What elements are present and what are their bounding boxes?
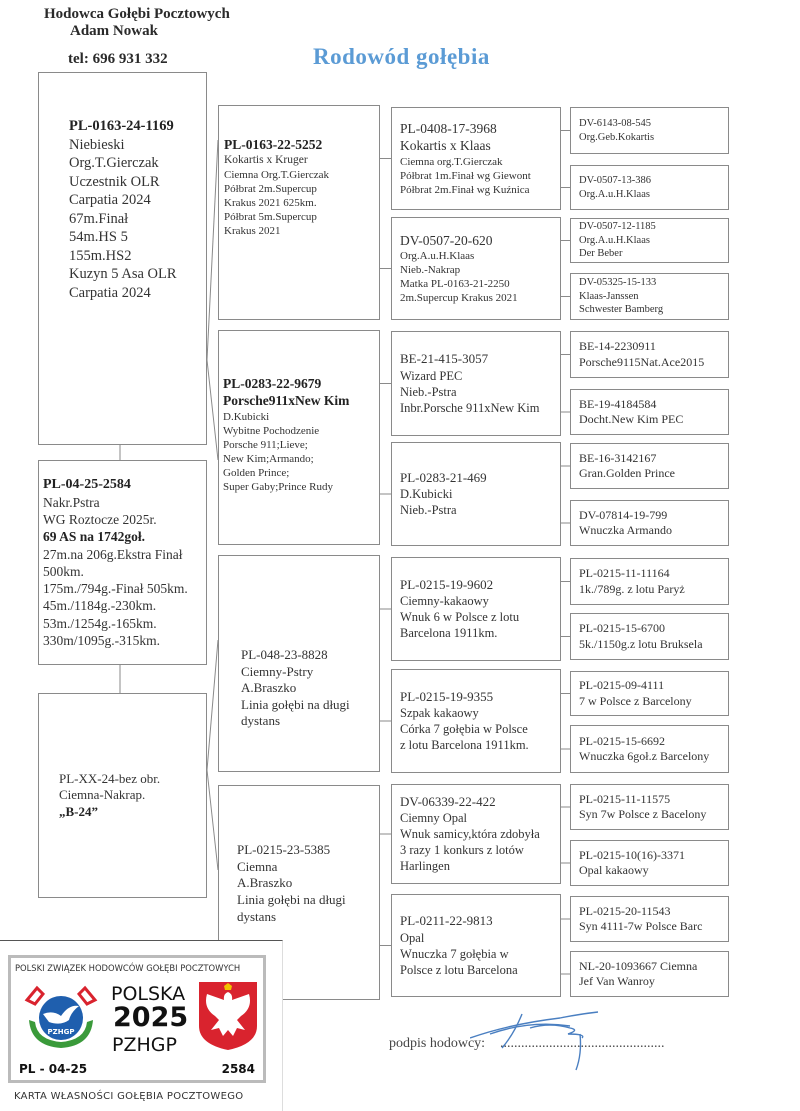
gen2-box	[218, 555, 380, 772]
pedigree-note: Org.A.u.H.Klaas	[579, 234, 650, 246]
breeder-name: Adam Nowak	[70, 23, 158, 39]
ring-number: BE-21-415-3057	[400, 351, 489, 367]
pedigree-note: Wnuczka 6goł.z Barcelony	[579, 749, 710, 763]
breeder-heading: Hodowca Gołębi Pocztowych	[44, 6, 230, 22]
pedigree-note: Syn 7w Polsce z Bacelony	[579, 807, 707, 821]
pedigree-note: Szpak kakaowy	[400, 706, 479, 721]
gen3-box	[391, 894, 561, 997]
pedigree-note: Uczestnik OLR	[69, 173, 160, 190]
gen3-box	[391, 442, 561, 546]
card-ring-prefix: PL - 04-25	[19, 1062, 88, 1076]
ring-number: DV-6143-08-545	[579, 118, 651, 130]
ring-number: PL-0163-24-1169	[69, 118, 174, 134]
ring-number: DV-05325-15-133	[579, 277, 657, 289]
pedigree-note: Ciemny Opal	[400, 811, 468, 826]
ring-number: BE-14-2230911	[579, 339, 656, 354]
pedigree-note: Porsche 911;Lieve;	[223, 438, 308, 451]
document-title: Rodowód gołębia	[313, 44, 490, 69]
pedigree-note: Matka PL-0163-21-2250	[400, 278, 510, 291]
pedigree-note: D.Kubicki	[400, 487, 453, 502]
card-frame	[8, 955, 266, 1083]
pedigree-note: Wnuczka 7 gołębia w	[400, 946, 509, 961]
ring-number: PL-0215-09-4111	[579, 678, 665, 693]
pedigree-note: Półbrat 2m.Supercup	[224, 183, 317, 196]
pedigree-note: Ciemny-kakaowy	[400, 594, 489, 609]
gen4-box	[570, 784, 729, 830]
pedigree-note: 2m.Supercup Krakus 2021	[400, 292, 518, 305]
gen3-box	[391, 331, 561, 436]
pedigree-note: 1k./789g. z lotu Paryż	[579, 581, 685, 596]
ring-number: PL-0215-10(16)-3371	[579, 847, 685, 862]
pedigree-note: 53m./1254g.-165km.	[43, 615, 157, 631]
gen2-box	[218, 105, 380, 320]
pedigree-note: Syn 4111-7w Polsce Barc	[579, 919, 703, 933]
gen4-box	[570, 443, 729, 489]
card-year: 2025	[113, 1002, 189, 1033]
ring-number: PL-0283-22-9679	[223, 376, 322, 391]
pedigree-note: 45m./1184g.-230km.	[43, 598, 157, 614]
ring-number: PL-0283-21-469	[400, 469, 487, 485]
pedigree-note: Inbr.Porsche 911xNew Kim	[400, 400, 540, 415]
pedigree-note: 27m.na 206g.Ekstra Finał	[43, 546, 183, 562]
gen4-box	[570, 558, 729, 605]
pedigree-note: 330m/1095g.-315km.	[43, 632, 160, 648]
ring-number: PL-0215-19-9602	[400, 576, 494, 592]
connector-line	[207, 640, 218, 770]
pedigree-note: D.Kubicki	[223, 410, 270, 423]
gen4-box	[570, 273, 729, 320]
connector-line	[207, 360, 218, 460]
pedigree-note: Porsche9115Nat.Ace2015	[579, 354, 705, 369]
pedigree-note: 7 w Polsce z Barcelony	[579, 693, 692, 708]
pedigree-note: 3 razy 1 konkurs z lotów	[400, 843, 524, 858]
pzhgp-logo-text: PZHGP	[47, 1028, 75, 1036]
ring-number: PL-0215-19-9355	[400, 688, 494, 704]
ring-number: DV-07814-19-799	[579, 507, 668, 522]
pedigree-note: Wizard PEC	[400, 368, 463, 383]
pedigree-note: Org.A.u.H.Klaas	[579, 188, 650, 200]
pedigree-note: Krakus 2021 625km.	[224, 197, 317, 210]
pedigree-note: „B-24”	[59, 803, 98, 819]
gen3-box	[391, 784, 561, 884]
pedigree-note: 67m.Finał	[69, 210, 129, 227]
pedigree-note: Ciemna org.T.Gierczak	[400, 155, 503, 168]
card-country: POLSKA	[111, 983, 186, 1005]
ring-number: DV-06339-22-422	[400, 793, 496, 809]
pedigree-note: 5k./1150g.z lotu Bruksela	[579, 636, 703, 651]
gen4-box	[570, 671, 729, 716]
gen4-box	[570, 840, 729, 886]
gen4-box	[570, 107, 729, 154]
pedigree-note: Wnuczka Armando	[579, 523, 672, 537]
card-ring-number: 2584	[221, 1062, 255, 1076]
pedigree-note: Nakr.Pstra	[43, 494, 100, 510]
gen4-box	[570, 500, 729, 546]
sire-box	[38, 72, 207, 445]
card-pzhgp: PZHGP	[112, 1034, 177, 1056]
pedigree-note: Ciemna-Nakrap.	[59, 787, 146, 803]
polish-eagle-emblem-icon	[197, 980, 259, 1052]
pedigree-note: Org.A.u.H.Klaas	[400, 249, 475, 262]
ownership-card	[0, 940, 283, 1111]
ring-number: PL-0211-22-9813	[400, 913, 493, 929]
ring-number: BE-19-4184584	[579, 396, 657, 411]
pedigree-note: Linia gołębi na długi	[241, 696, 350, 712]
ring-number: DV-0507-12-1185	[579, 221, 656, 233]
gen3-box	[391, 107, 561, 210]
pedigree-note: Niebieski	[69, 136, 125, 153]
pedigree-note: Org.Geb.Kokartis	[579, 131, 655, 143]
pedigree-note: Półbrat 2m.Finał wg Kuźnica	[400, 183, 530, 196]
pedigree-note: Kokartis x Klaas	[400, 138, 491, 154]
pedigree-note: Der Beber	[579, 248, 623, 260]
gen3-box	[391, 669, 561, 773]
pedigree-note: Ciemny-Pstry	[241, 663, 314, 679]
pedigree-note: Półbrat 1m.Finał wg Giewont	[400, 169, 531, 182]
pedigree-note: z lotu Barcelona 1911km.	[400, 738, 529, 753]
ring-number: DV-0507-20-620	[400, 232, 493, 248]
pedigree-note: Krakus 2021	[224, 225, 281, 238]
pedigree-note: Golden Prince;	[223, 466, 290, 479]
pedigree-note: Schwester Bamberg	[579, 304, 664, 316]
subject-box	[38, 460, 207, 665]
pedigree-note: 155m.HS2	[69, 247, 132, 264]
pedigree-note: dystans	[241, 713, 280, 729]
pedigree-note: 175m./794g.-Finał 505km.	[43, 581, 188, 597]
ring-number: PL-0215-11-11575	[579, 791, 671, 806]
pedigree-note: 500km.	[43, 563, 84, 579]
gen2-box	[218, 330, 380, 545]
pedigree-note: Klaas-Janssen	[579, 290, 639, 302]
pedigree-note: Wnuk 6 w Polsce z lotu	[400, 610, 520, 625]
pedigree-note: Opal	[400, 930, 425, 945]
pedigree-note: Barcelona 1911km.	[400, 626, 498, 641]
ring-number: BE-16-3142167	[579, 450, 657, 465]
pedigree-note: Docht.New Kim PEC	[579, 412, 684, 426]
ring-number: PL-0215-15-6700	[579, 621, 665, 636]
pedigree-note: Kuzyn 5 Asa OLR	[69, 266, 177, 283]
ring-number: DV-0507-13-386	[579, 175, 651, 187]
handwritten-signature	[470, 1004, 620, 1074]
ring-number: PL-0408-17-3968	[400, 121, 497, 137]
connector-line	[207, 770, 218, 870]
pedigree-note: 69 AS na 1742goł.	[43, 529, 146, 545]
pedigree-note: Ciemna	[237, 858, 278, 874]
breeder-phone: tel: 696 931 332	[68, 51, 168, 67]
signature-label: podpis hodowcy:	[389, 1036, 486, 1051]
gen3-box	[391, 217, 561, 320]
pedigree-note: Półbrat 5m.Supercup	[224, 211, 317, 224]
pedigree-note: Carpatia 2024	[69, 192, 151, 209]
gen4-box	[570, 896, 729, 942]
pedigree-note: Nieb.-Pstra	[400, 384, 457, 399]
pedigree-note: Polsce z lotu Barcelona	[400, 962, 518, 977]
gen4-box	[570, 951, 729, 997]
pedigree-note: Gran.Golden Prince	[579, 466, 675, 480]
ring-number: PL-0215-23-5385	[237, 842, 331, 857]
gen4-box	[570, 165, 729, 210]
ring-number: NL-20-1093667 Ciemna	[579, 958, 698, 973]
pedigree-note: Jef Van Wanroy	[579, 974, 655, 988]
pedigree-note: Opal kakaowy	[579, 863, 649, 877]
gen3-box	[391, 557, 561, 661]
pedigree-note: Org.T.Gierczak	[69, 155, 159, 172]
pedigree-note: New Kim;Armando;	[223, 452, 314, 465]
gen4-box	[570, 613, 729, 660]
gen4-box	[570, 218, 729, 263]
ring-number: PL-0215-11-11164	[579, 566, 670, 581]
ring-number: PL-0163-22-5252	[224, 137, 323, 152]
pedigree-note: Nieb.-Nakrap	[400, 264, 461, 277]
pedigree-note: A.Braszko	[241, 680, 297, 696]
ring-number: PL-0215-20-11543	[579, 903, 671, 918]
gen4-box	[570, 389, 729, 435]
pedigree-note: WG Roztocze 2025r.	[43, 512, 157, 528]
ring-number: PL-0215-15-6692	[579, 733, 665, 748]
pedigree-note: Carpatia 2024	[69, 284, 151, 301]
pedigree-note: Linia gołębi na długi	[237, 891, 346, 907]
pedigree-note: Nieb.-Pstra	[400, 503, 457, 518]
pedigree-note: Kokartis x Kruger	[224, 154, 308, 167]
signature-line: ...............................................	[500, 1036, 665, 1051]
pedigree-note: Córka 7 gołębia w Polsce	[400, 722, 528, 737]
card-footer: KARTA WŁASNOŚCI GOŁĘBIA POCZTOWEGO	[14, 1091, 244, 1102]
pedigree-note: Super Gaby;Prince Rudy	[223, 480, 333, 493]
ring-number: PL-04-25-2584	[43, 476, 131, 492]
ring-number: PL-048-23-8828	[241, 646, 328, 662]
pedigree-note: Wnuk samicy,która zdobyła	[400, 827, 540, 842]
dam-box	[38, 693, 207, 898]
pedigree-note: Porsche911xNew Kim	[223, 393, 350, 409]
pedigree-note: 54m.HS 5	[69, 229, 128, 246]
pedigree-note: A.Braszko	[237, 875, 293, 891]
pedigree-note: Ciemna Org.T.Gierczak	[224, 168, 329, 181]
gen4-box	[570, 725, 729, 773]
ring-number: PL-XX-24-bez obr.	[59, 770, 161, 786]
card-organization: POLSKI ZWIĄZEK HODOWCÓW GOŁĘBI POCZTOWYCH	[15, 963, 241, 973]
connector-line	[207, 140, 218, 360]
pedigree-note: dystans	[237, 908, 276, 924]
pzhgp-logo-icon	[21, 980, 101, 1052]
pedigree-note: Harlingen	[400, 859, 450, 874]
pedigree-note: Wybitne Pochodzenie	[223, 424, 320, 437]
gen4-box	[570, 331, 729, 378]
